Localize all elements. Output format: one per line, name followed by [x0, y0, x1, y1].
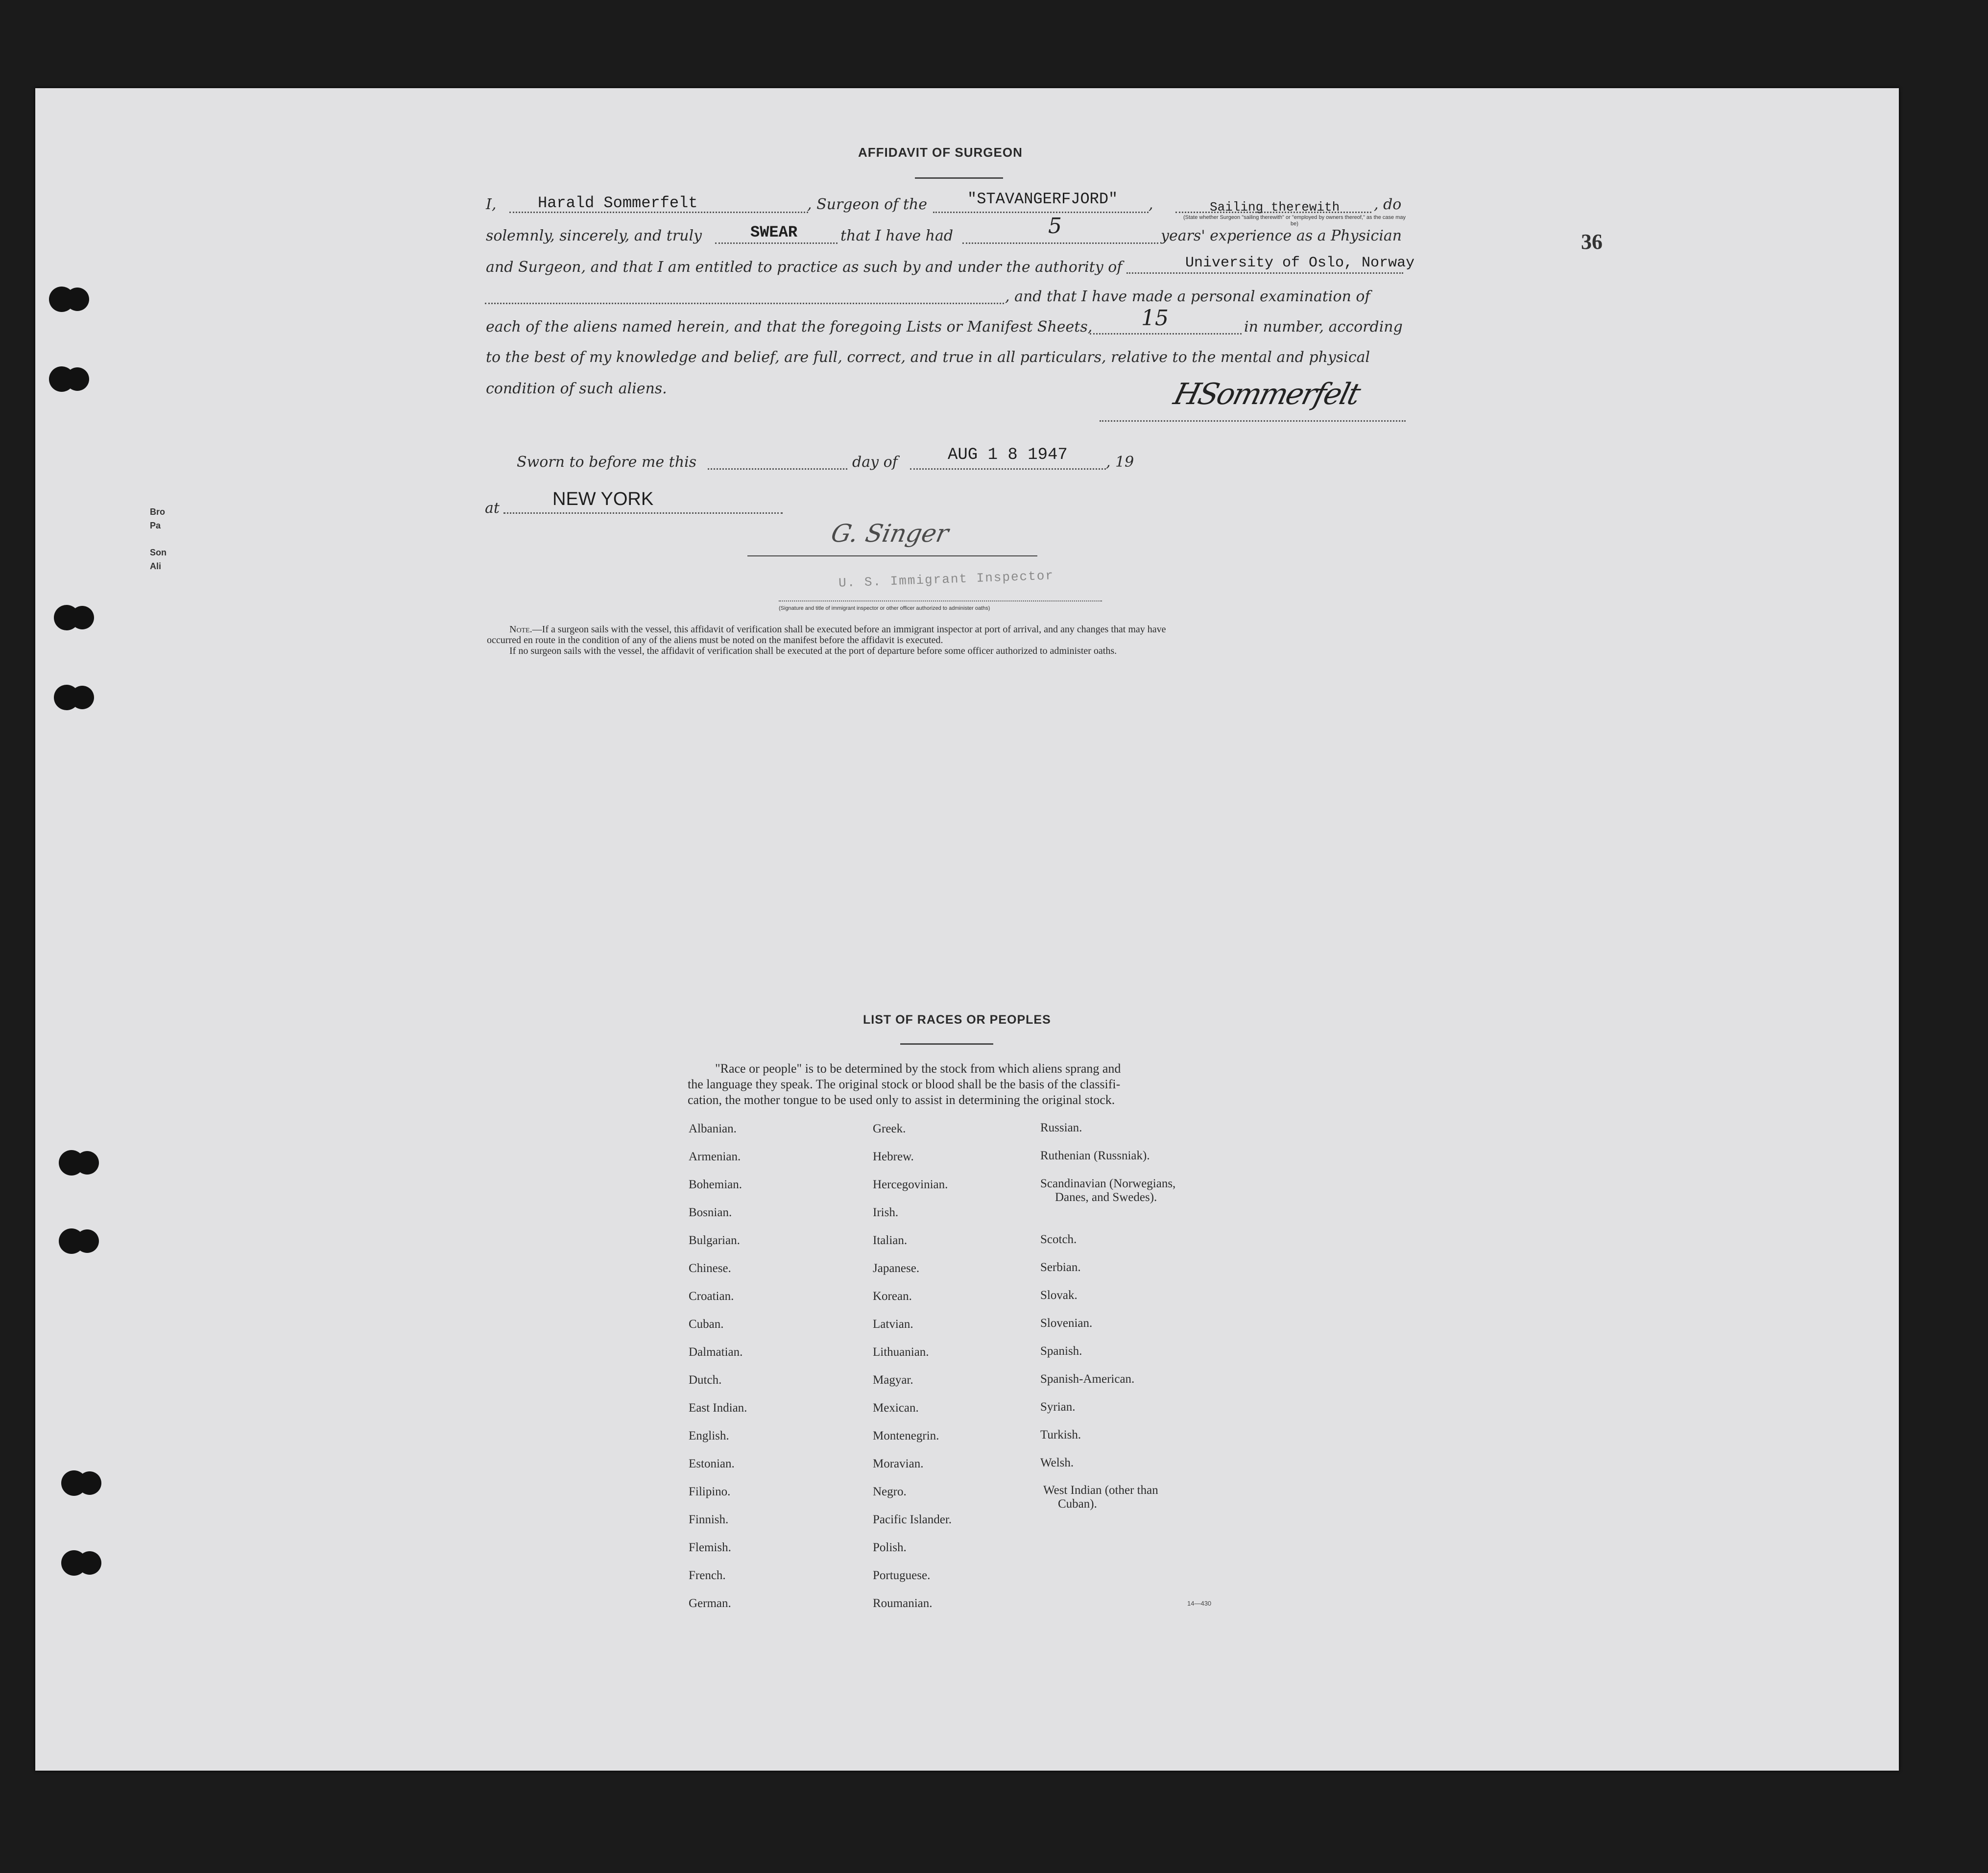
- text: that I have had: [840, 227, 954, 244]
- race-item: Albanian.: [689, 1122, 737, 1135]
- race-item: Syrian.: [1040, 1400, 1076, 1414]
- race-item: Polish.: [873, 1541, 907, 1554]
- fill-line: [708, 468, 847, 470]
- binder-hole: [61, 1550, 87, 1576]
- race-item: Negro.: [873, 1485, 907, 1498]
- text: day of: [852, 454, 898, 471]
- race-item: Chinese.: [689, 1262, 731, 1275]
- note-line: occurred en route in the condition of any of the aliens must be noted on the manifest before the affidavit is executed.: [487, 635, 943, 646]
- text: Sworn to before me this: [517, 454, 697, 471]
- binder-hole: [49, 366, 74, 392]
- race-item: Magyar.: [873, 1373, 913, 1387]
- race-item: West Indian (other than: [1043, 1484, 1158, 1497]
- inspector-title-stamp: U. S. Immigrant Inspector: [838, 568, 1054, 591]
- surgeon-capacity: Sailing therewith: [1210, 200, 1340, 215]
- binder-hole: [59, 1228, 84, 1254]
- sworn-date: AUG 1 8 1947: [948, 446, 1068, 464]
- race-item: Slovak.: [1040, 1289, 1078, 1302]
- race-item: French.: [689, 1569, 726, 1582]
- form-number: 14—430: [1187, 1600, 1212, 1607]
- text: I,: [486, 196, 497, 213]
- race-item: Greek.: [873, 1122, 906, 1135]
- race-item: German.: [689, 1597, 731, 1610]
- capacity-instruction: (State whether Surgeon "sailing therewith" or "employed by owners thereof," as the case may be): [1183, 215, 1406, 227]
- race-item: Flemish.: [689, 1541, 731, 1554]
- note-text: —If a surgeon sails with the vessel, this affidavit of verification shall be executed before an immigrant inspector at port of arrival, and any changes that may have: [532, 624, 1166, 635]
- race-item: Filipino.: [689, 1485, 731, 1498]
- race-item: Russian.: [1040, 1121, 1082, 1134]
- manifest-sheets-count: 15: [1141, 306, 1169, 331]
- surgeon-name: Harald Sommerfelt: [538, 194, 698, 212]
- race-item: Irish.: [873, 1206, 899, 1219]
- race-item: Italian.: [873, 1234, 908, 1247]
- race-item: English.: [689, 1429, 729, 1442]
- race-item: Mexican.: [873, 1401, 919, 1415]
- race-item: Latvian.: [873, 1318, 913, 1331]
- sworn-place: NEW YORK: [552, 489, 654, 509]
- page-number: 36: [1581, 230, 1603, 254]
- race-item: Bosnian.: [689, 1206, 732, 1219]
- races-intro-line: cation, the mother tongue to be used only to assist in determining the original stock.: [688, 1093, 1115, 1107]
- race-item: Welsh.: [1040, 1456, 1074, 1469]
- text: years' experience as a Physician: [1161, 227, 1402, 244]
- fill-line: [962, 242, 1158, 244]
- fill-line: [910, 468, 1106, 470]
- licensing-authority: University of Oslo, Norway: [1185, 255, 1415, 271]
- text: , 19: [1106, 454, 1134, 471]
- race-item: Scandinavian (Norwegians,: [1040, 1177, 1176, 1190]
- signature-line: [1100, 420, 1406, 422]
- race-item: Korean.: [873, 1290, 912, 1303]
- race-item: Hebrew.: [873, 1150, 914, 1163]
- races-title: LIST OF RACES OR PEOPLES: [863, 1013, 1051, 1027]
- race-item: Cuban).: [1058, 1497, 1097, 1511]
- margin-fragment: Ali: [150, 561, 162, 571]
- fill-line: [503, 512, 783, 514]
- race-item: Serbian.: [1040, 1261, 1081, 1274]
- race-item: Cuban.: [689, 1318, 724, 1331]
- text: , do: [1374, 196, 1402, 213]
- text: ,: [1149, 196, 1153, 213]
- fill-line: [1126, 272, 1403, 274]
- binder-hole: [54, 605, 79, 630]
- races-intro-line: the language they speak. The original stock or blood shall be the basis of the classifi-: [688, 1077, 1121, 1091]
- race-item: Roumanian.: [873, 1597, 933, 1610]
- race-item: Armenian.: [689, 1150, 741, 1163]
- text: , Surgeon of the: [807, 196, 927, 213]
- race-item: Dalmatian.: [689, 1345, 743, 1359]
- note-line: If no surgeon sails with the vessel, the affidavit of verification shall be executed at the port of departure before some officer authorized to administer oaths.: [509, 646, 1117, 656]
- affidavit-title: AFFIDAVIT OF SURGEON: [858, 145, 1023, 160]
- binder-hole: [59, 1150, 84, 1176]
- binder-hole: [61, 1470, 87, 1496]
- race-item: Scotch.: [1040, 1233, 1077, 1246]
- race-item: Spanish-American.: [1040, 1372, 1135, 1386]
- race-item: Hercegovinian.: [873, 1178, 948, 1191]
- signature-line: [747, 555, 1037, 556]
- margin-fragment: Pa: [150, 521, 161, 530]
- race-item: Croatian.: [689, 1290, 734, 1303]
- race-item: Lithuanian.: [873, 1345, 929, 1359]
- inspector-signature: G. Singer: [828, 519, 952, 548]
- fill-line: [485, 303, 1004, 304]
- text: to the best of my knowledge and belief, are full, correct, and true in all particulars, relative to the mental and physical: [486, 349, 1370, 366]
- race-item: Spanish.: [1040, 1345, 1082, 1358]
- race-item: Estonian.: [689, 1457, 735, 1470]
- race-item: Turkish.: [1040, 1428, 1081, 1441]
- margin-fragment: Bro: [150, 507, 165, 517]
- race-item: Dutch.: [689, 1373, 722, 1387]
- fill-line: [1175, 212, 1371, 213]
- years-experience: 5: [1048, 214, 1062, 239]
- race-item: East Indian.: [689, 1401, 747, 1415]
- margin-fragment: Son: [150, 548, 167, 557]
- note-line: [509, 624, 1166, 635]
- binder-hole: [49, 287, 74, 312]
- text: , and that I have made a personal examination of: [1005, 288, 1370, 305]
- text: in number, according: [1244, 318, 1403, 336]
- inspector-caption: (Signature and title of immigrant inspector or other officer authorized to administer oaths): [779, 605, 990, 611]
- race-item: Japanese.: [873, 1262, 920, 1275]
- title-underline: [915, 177, 1003, 179]
- race-item: Portuguese.: [873, 1569, 931, 1582]
- text: at: [485, 500, 500, 517]
- race-item: Slovenian.: [1040, 1317, 1093, 1330]
- race-item: Bulgarian.: [689, 1234, 740, 1247]
- title-underline: [900, 1043, 993, 1045]
- race-item: Montenegrin.: [873, 1429, 939, 1442]
- text: solemnly, sincerely, and truly: [486, 227, 702, 244]
- surgeon-signature: HSommerfelt: [1170, 377, 1363, 411]
- race-item: Moravian.: [873, 1457, 924, 1470]
- race-item: Bohemian.: [689, 1178, 743, 1191]
- fill-line: [715, 242, 838, 244]
- races-intro-line: "Race or people" is to be determined by the stock from which aliens sprang and: [715, 1061, 1121, 1076]
- fill-line: [509, 212, 808, 213]
- fill-line: [1090, 333, 1242, 335]
- race-item: Pacific Islander.: [873, 1513, 952, 1526]
- race-item: Ruthenian (Russniak).: [1040, 1149, 1150, 1162]
- text: and Surgeon, and that I am entitled to practice as such by and under the authority of: [486, 259, 1123, 276]
- binder-hole: [54, 685, 79, 710]
- oath-word: SWEAR: [750, 223, 798, 241]
- fill-line: [779, 600, 1102, 601]
- note-label: Note.: [509, 624, 532, 635]
- text: condition of such aliens.: [486, 380, 667, 397]
- fill-line: [933, 212, 1149, 213]
- race-item: Danes, and Swedes).: [1055, 1191, 1157, 1204]
- race-item: Finnish.: [689, 1513, 729, 1526]
- text: each of the aliens named herein, and that the foregoing Lists or Manifest Sheets,: [486, 318, 1093, 336]
- document-page: [35, 88, 1899, 1771]
- vessel-name: "STAVANGERFJORD": [967, 190, 1118, 208]
